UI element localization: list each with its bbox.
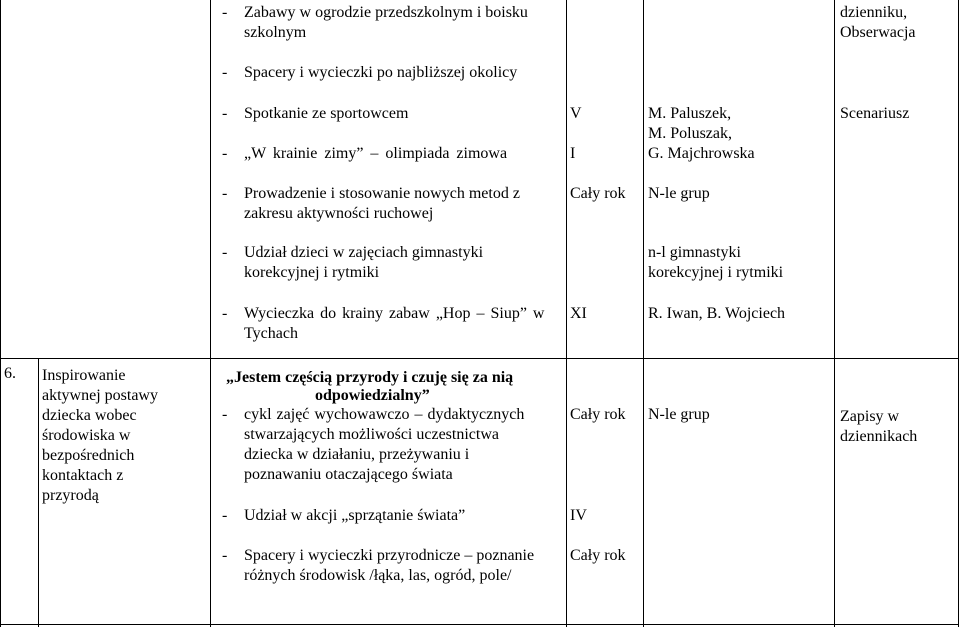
activity-text: Spacery i wycieczki po najbliższej okolicy	[244, 64, 518, 81]
column-divider	[834, 0, 835, 627]
column-divider	[566, 0, 567, 627]
goal-line: przyrodą	[42, 487, 99, 504]
goal-line: bezpośrednich	[42, 447, 135, 464]
term-cell: V	[570, 105, 582, 122]
activity-text: różnych środowisk /łąka, las, ogród, pole/	[244, 567, 512, 584]
activity-text: Spotkanie ze sportowcem	[244, 105, 409, 122]
responsible-cell: korekcyjnej i rytmiki	[648, 264, 784, 281]
evaluation-cell: dziennikach	[840, 428, 918, 445]
activity-text: Spacery i wycieczki przyrodnicze – poznanie	[244, 547, 535, 564]
responsible-cell: G. Majchrowska	[648, 145, 755, 162]
responsible-cell: N-le grup	[648, 185, 710, 202]
responsible-cell: n-l gimnastyki	[648, 244, 741, 261]
activity-text: poznawaniu otaczającego świata	[244, 466, 453, 483]
table-border-left	[0, 0, 1, 627]
activity-text: Wycieczka do krainy zabaw „Hop – Siup” w	[244, 305, 545, 322]
term-cell: I	[570, 145, 576, 162]
goal-line: dziecka wobec	[42, 407, 137, 424]
term-cell: XI	[570, 305, 587, 322]
list-dash: -	[222, 507, 228, 524]
evaluation-cell: Obserwacja	[840, 24, 916, 41]
responsible-cell: N-le grup	[648, 406, 710, 423]
evaluation-cell: dzienniku,	[840, 4, 908, 21]
list-dash: -	[222, 4, 228, 21]
activity-text: Udział dzieci w zajęciach gimnastyki	[244, 244, 484, 261]
activity-text: Prowadzenie i stosowanie nowych metod z	[244, 185, 520, 202]
list-dash: -	[222, 145, 228, 162]
table-border-bottom	[0, 624, 959, 625]
column-divider	[643, 0, 644, 627]
list-dash: -	[222, 185, 228, 202]
list-dash: -	[222, 305, 228, 322]
column-divider	[38, 358, 39, 627]
table-border-right	[958, 0, 959, 627]
term-cell: Cały rok	[570, 547, 626, 564]
activity-text: dziecka w działaniu, przeżywaniu i	[244, 446, 470, 463]
responsible-cell: M. Paluszek,	[648, 105, 732, 122]
evaluation-cell: Scenariusz	[840, 105, 910, 122]
list-dash: -	[222, 105, 228, 122]
section-heading: odpowiedzialny”	[315, 387, 430, 404]
activity-text: cykl zajęć wychowawczo – dydaktycznych	[244, 406, 525, 423]
list-dash: -	[222, 244, 228, 261]
goal-line: aktywnej postawy	[42, 387, 158, 404]
activity-text: Zabawy w ogrodzie przedszkolnym i boisku	[244, 4, 528, 21]
activity-text: szkolnym	[244, 24, 307, 41]
row-divider	[0, 358, 959, 359]
activity-text: Udział w akcji „sprzątanie świata”	[244, 507, 466, 524]
section-heading: „Jestem częścią przyrody i czuję się za nią	[226, 369, 514, 386]
responsible-cell: R. Iwan, B. Wojciech	[648, 305, 786, 322]
list-dash: -	[222, 547, 228, 564]
row-number: 6.	[4, 365, 16, 382]
term-cell: Cały rok	[570, 185, 626, 202]
column-divider	[210, 0, 211, 627]
activity-text: „W krainie zimy” – olimpiada zimowa	[244, 145, 508, 162]
goal-line: środowiska w	[42, 427, 131, 444]
responsible-cell: M. Poluszak,	[648, 125, 732, 142]
activity-text: zakresu aktywności ruchowej	[244, 205, 434, 222]
list-dash: -	[222, 406, 228, 423]
activity-text: Tychach	[244, 325, 298, 342]
evaluation-cell: Zapisy w	[840, 408, 900, 425]
term-cell: IV	[570, 507, 587, 524]
goal-line: kontaktach z	[42, 467, 124, 484]
term-cell: Cały rok	[570, 406, 626, 423]
goal-line: Inspirowanie	[42, 367, 126, 384]
activity-text: stwarzających możliwości uczestnictwa	[244, 426, 499, 443]
list-dash: -	[222, 64, 228, 81]
activity-text: korekcyjnej i rytmiki	[244, 264, 380, 281]
